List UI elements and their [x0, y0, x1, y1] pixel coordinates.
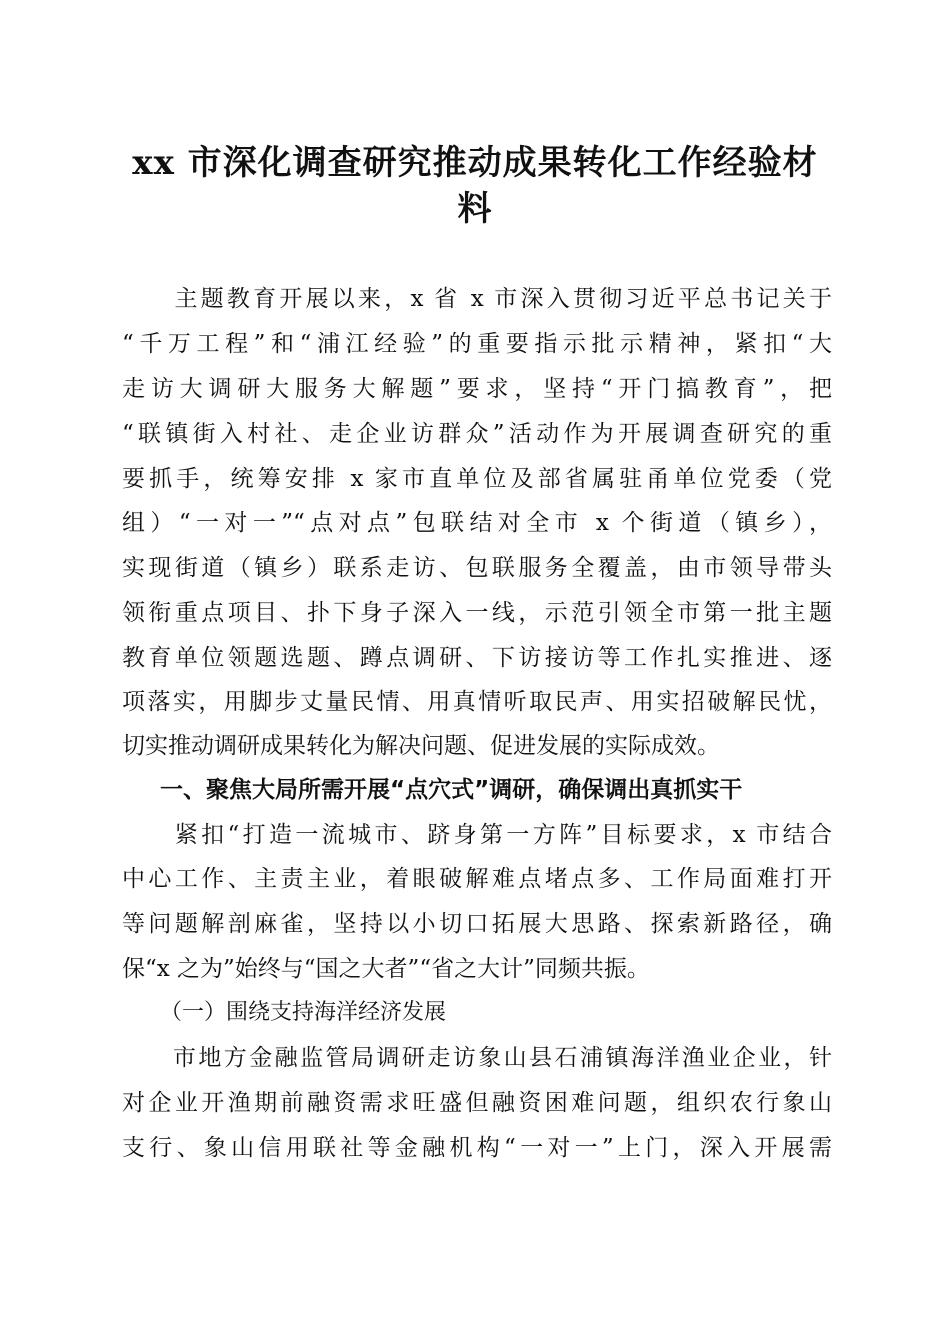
intro-line: 要抓手，统筹安排 x 家市直单位及部省属驻甬单位党委（党	[122, 466, 832, 492]
intro-line: 教育单位领题选题、蹲点调研、下访接访等工作扎实推进、逐	[122, 645, 832, 671]
subsection-heading: （一）围绕支持海洋经济发展	[160, 1000, 447, 1025]
subsection-line: 对企业开渔期前融资需求旺盛但融资困难问题，组织农行象山	[122, 1090, 832, 1116]
section-line: 紧扣“打造一流城市、跻身第一方阵”目标要求，x 市结合	[122, 822, 832, 848]
section-line: 保“x 之为”始终与“国之大者”“省之大计”同频共振。	[122, 956, 650, 982]
intro-line: 组）“一对一”“点对点”包联结对全市 x 个街道（镇乡），	[122, 510, 832, 536]
intro-line: 主题教育开展以来，x 省 x 市深入贯彻习近平总书记关于	[122, 286, 832, 312]
intro-line: 实现街道（镇乡）联系走访、包联服务全覆盖，由市领导带头	[122, 555, 832, 581]
section-line: 等问题解剖麻雀，坚持以小切口拓展大思路、探索新路径，确	[122, 911, 832, 937]
intro-line: “联镇街入村社、走企业访群众”活动作为开展调查研究的重	[122, 421, 832, 447]
subsection-line: 支行、象山信用联社等金融机构“一对一”上门，深入开展需	[122, 1135, 832, 1161]
subsection-line: 市地方金融监管局调研走访象山县石浦镇海洋渔业企业，针	[122, 1045, 832, 1071]
intro-line: 领衔重点项目、扑下身子深入一线，示范引领全市第一批主题	[122, 600, 832, 626]
title-line-1: xx 市深化调查研究推动成果转化工作经验材	[132, 143, 818, 183]
section-line: 中心工作、主责主业，着眼破解难点堵点多、工作局面难打开	[122, 866, 832, 892]
title-line-2: 料	[457, 189, 493, 229]
document-title	[110, 140, 840, 232]
intro-line: 项落实，用脚步丈量民情、用真情听取民声、用实招破解民忧，	[122, 689, 832, 715]
intro-line: 切实推动调研成果转化为解决问题、促进发展的实际成效。	[122, 733, 720, 759]
intro-line: 走访大调研大服务大解题”要求，坚持“开门搞教育”，把	[122, 376, 832, 402]
intro-line: “千万工程”和“浦江经验”的重要指示批示精神，紧扣“大	[122, 331, 832, 357]
section-heading: 一、聚焦大局所需开展“点穴式”调研，确保调出真抓实干	[160, 777, 743, 803]
